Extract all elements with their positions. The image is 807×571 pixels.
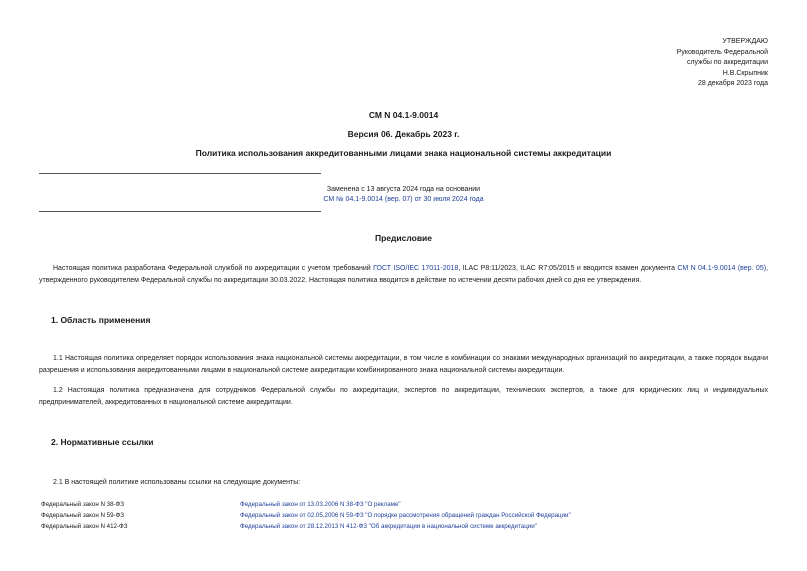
approval-line: Руководитель Федеральной [676,48,768,56]
preface-text: , утвержденного руководителем Федеральной службы по аккредитации 30.03.2022. Настоящая политика вводится в действие по истечении десяти рабочих дней со дня ее утверждения. [39,265,768,284]
document-number: СМ N 04.1-9.0014 [368,110,439,120]
reference-link[interactable]: Федеральный закон от 28.12.2013 N 412-ФЗ "Об аккредитации в национальной системе аккредитации" [240,523,537,530]
reference-name: Федеральный закон N 59-ФЗ [41,512,125,519]
preface-text: , ILAC P8:11/2023, ILAC R7:05/2015 и вводится взамен документа [458,265,678,272]
replaced-note: Заменена с 13 августа 2024 года на основании [326,186,481,193]
approval-date: 28 декабря 2023 года [697,80,768,87]
paragraph-1-1: 1.1 Настоящая политика определяет порядок использования знака национальной системы аккредитации, в том числе в комбинации со знаками международных организаций по аккредитации, а также порядок выдачи разрешения и использования аккредитованными лицами в национальной системе аккредитации комбинированного знака национальной системы аккредитации. [39,355,768,374]
document-title: Политика использования аккредитованными лицами знака национальной системы аккредитации [195,148,612,158]
document-version: Версия 06. Декабрь 2023 г. [347,129,460,139]
approval-line: УТВЕРЖДАЮ [722,38,768,45]
reference-row [41,511,771,522]
approval-line: службы по аккредитации [686,59,768,66]
reference-link[interactable]: Федеральный закон от 02.05.2006 N 59-ФЗ "О порядке рассмотрения обращений граждан Российской Федерации" [240,512,571,519]
preface-text: Настоящая политика разработана Федеральной службой по аккредитации с учетом требований [53,265,374,272]
reference-row [41,522,771,533]
reference-link[interactable]: Федеральный закон от 13.03.2006 N 38-ФЗ "О рекламе" [240,501,401,508]
preface-heading: Предисловие [374,233,433,243]
divider-top [39,173,321,174]
replacement-doc-link[interactable]: СМ № 04.1-9.0014 (вер. 07) от 30 июля 2024 года [323,196,484,203]
replaced-note-line [0,194,807,205]
gost-link[interactable]: ГОСТ ISO/IEC 17011-2018 [373,265,459,272]
section-heading-references: 2. Нормативные ссылки [51,437,154,447]
approval-block [677,37,768,90]
approval-line: Н.В.Скрыпник [722,69,768,77]
references-table [41,500,771,533]
reference-name: Федеральный закон N 38-ФЗ [41,501,125,508]
reference-name: Федеральный закон N 412-ФЗ [41,523,128,530]
previous-version-link[interactable]: СМ N 04.1-9.0014 (вер. 05) [677,265,767,272]
paragraph-1-2: 1.2 Настоящая политика предназначена для сотрудников Федеральной службы по аккредитации, экспертов по аккредитации, технических экспертов, а также для юридических лиц и индивидуальных предпринимателей, аккредитованных в национальной системе аккредитации. [39,387,768,406]
section-heading-scope: 1. Область применения [51,315,151,325]
preface-paragraph [39,263,768,286]
reference-row [41,500,771,511]
divider-bottom [39,211,321,212]
paragraph-2-1: 2.1 В настоящей политике использованы ссылки на следующие документы: [53,479,301,486]
